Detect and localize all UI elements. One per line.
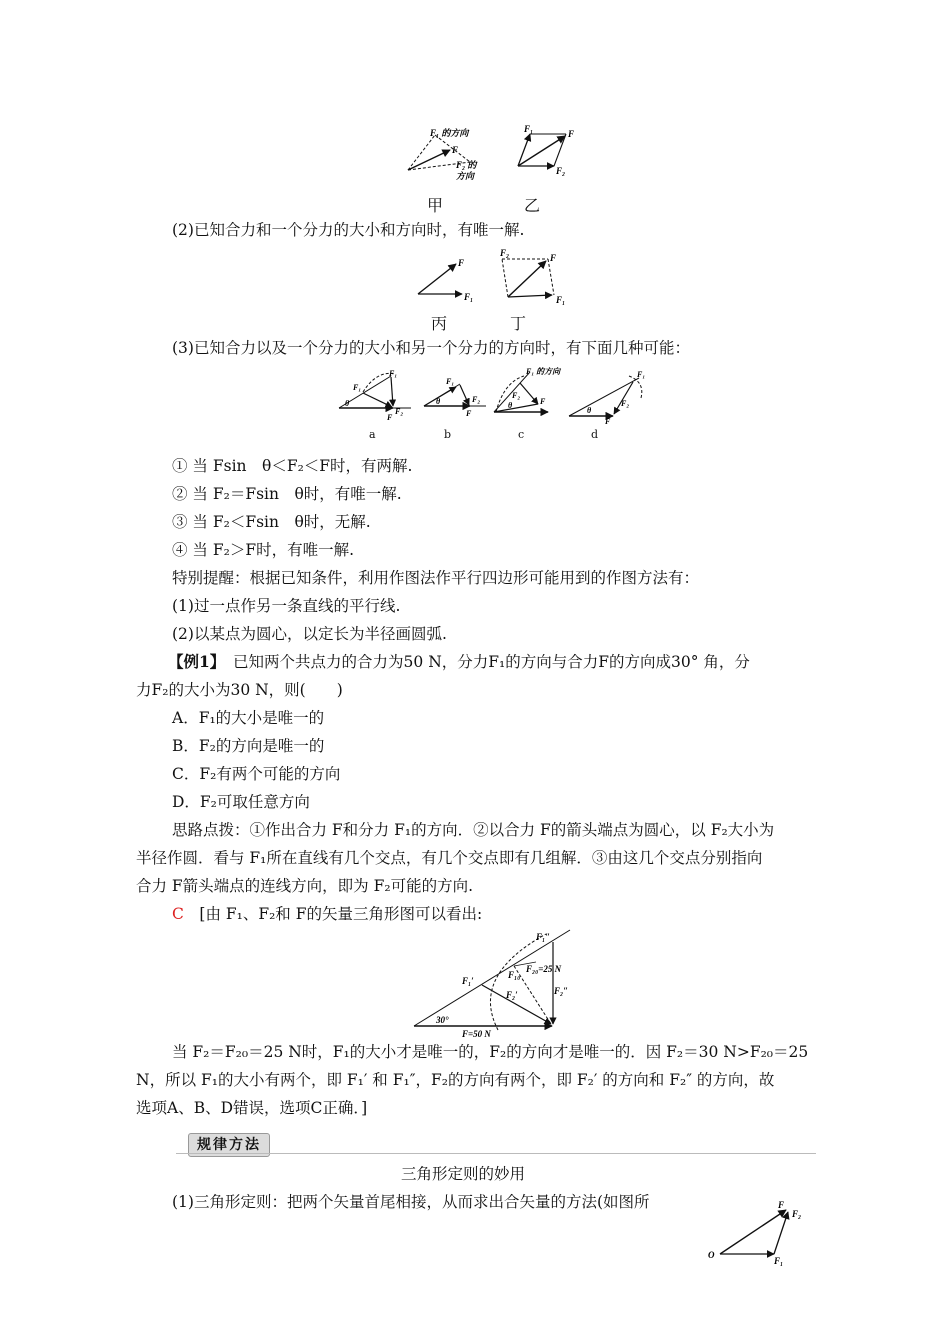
F20-label: F₂₀=25 N [526,964,562,974]
tip-line: (1)过一点作另一条直线的平行线. [172,597,401,615]
condition-line: ④ 当 F₂＞F时，有唯一解. [172,541,355,559]
F-label: F [540,397,546,406]
option-a: A．F₁的大小是唯一的 [172,709,325,727]
F-label: F [452,145,459,155]
paragraph-line: (2)已知合力和一个分力的大小和方向时，有唯一解. [172,221,525,239]
rule-line: (1)三角形定则：把两个矢量首尾相接，从而求出合矢量的方法(如图所 [172,1193,650,1211]
F2p-label: F₂′ [506,990,518,1000]
f2-direction-label: F₂ 的 [456,160,477,170]
caption-b: b [444,428,452,441]
F-label: F [458,258,465,268]
example-line [168,652,750,672]
F-label: F [605,417,611,424]
example-text: 已知两个共点力的合力为50 N，分力F₁的方向与合力F的方向成30° 角，分 [217,653,750,671]
f1-direction-label: F₁ 的方向 [526,367,561,376]
F1pp-label: F₁″ [536,932,551,942]
divider [176,1153,816,1154]
F2-label: F₂ [621,399,630,408]
answer-letter: C [172,905,184,923]
caption-ding: 丁 [510,314,527,333]
caption-jia: 甲 [427,196,444,215]
O-label: O [708,1250,715,1260]
figure-ding [492,247,572,305]
theta-label: θ [436,397,441,406]
F1-label: F₁ [464,292,474,302]
F-label: F [550,253,557,263]
F1-label: F₁ [556,295,566,305]
example-tag: 【例1】 [168,652,218,671]
condition-line: ② 当 F₂＝Fsin θ时，有唯一解. [172,485,402,503]
F-label: F [466,409,472,418]
F10-label: F₁₀ [508,970,521,980]
tip-line: 特别提醒：根据已知条件，利用作图法作平行四边形可能用到的作图方法有： [172,569,700,587]
theta-label: θ [587,406,592,415]
answer-text: [由 F₁、F₂和 F的矢量三角形图可以看出: [199,905,483,923]
example-vector-figure [410,926,580,1038]
f1-direction-label: F₁ 的方向 [430,128,469,138]
condition-line: ③ 当 F₂＜Fsin θ时，无解. [172,513,371,531]
F1p-label: F₁′ [462,976,474,986]
f2-direction-label-2: 方向 [456,171,475,181]
solution-line: 选项A、B、D错误，选项C正确．] [136,1099,368,1117]
F1-label: F₁ [637,370,646,379]
figure-bing [412,252,482,302]
caption-d: d [591,428,599,441]
F2-label: F₂ [500,248,510,258]
F2pp-label: F₂″ [554,986,569,996]
F1-label: F₁ [446,377,455,386]
caption-yi: 乙 [524,196,541,215]
F50-label: F=50 N [462,1029,491,1038]
F-label: F [387,413,393,420]
hint-line: 合力 F箭头端点的连线方向，即为 F₂可能的方向. [136,877,474,895]
angle-label: 30° [436,1015,449,1025]
triangle-rule-figure [704,1196,814,1266]
F-label: F [778,1200,785,1210]
theta-label: θ [508,401,513,410]
hint-line: 思路点拨：①作出合力 F和分力 F₁的方向．②以合力 F的箭头端点为圆心，以 F₂大小为 [172,821,775,839]
figure-b [420,372,490,418]
caption-c: c [518,428,525,441]
F2-label: F₂ [512,391,521,400]
example-line: 力F₂的大小为30 N，则( ) [136,681,343,699]
option-d: D．F₂可取任意方向 [172,793,310,811]
F2-label: F₂ [556,166,566,176]
tip-line: (2)以某点为圆心，以定长为半径画圆弧. [172,625,447,643]
F1-label: F₁ [353,383,362,392]
condition-line: ① 当 Fsin θ＜F₂＜F时，有两解. [172,457,413,475]
solution-line: N，所以 F₁的大小有两个，即 F₁′ 和 F₁″，F₂的方向有两个，即 F₂′ 的方向和 F₂″ 的方向，故 [136,1071,775,1089]
caption-a: a [369,428,376,441]
caption-bing: 丙 [431,314,448,333]
figure-d [565,366,655,424]
F1-label: F₁ [524,124,534,134]
answer-line [172,904,482,924]
section-title: 三角形定则的妙用 [401,1165,526,1183]
F-label: F [568,129,575,139]
figure-jia [400,120,500,182]
F2-label: F₂ [792,1209,802,1219]
hint-line: 半径作圆．看与 F₁所在直线有几个交点，有几个交点即有几组解．③由这几个交点分别指向 [136,849,763,867]
F2-label: F₂ [472,395,481,404]
solution-line: 当 F₂＝F₂₀＝25 N时，F₁的大小才是唯一的，F₂的方向才是唯一的．因 F₂＝30 N>F₂₀＝25 [172,1043,809,1061]
option-c: C．F₂有两个可能的方向 [172,765,341,783]
F1-label: F₁ [774,1256,784,1266]
figure-a [335,368,415,420]
method-badge: 规律方法 [188,1133,270,1157]
figure-yi [510,122,580,178]
theta-label: θ [345,399,350,408]
paragraph-line: (3)已知合力以及一个分力的大小和另一个分力的方向时，有下面几种可能： [172,339,690,357]
option-b: B．F₂的方向是唯一的 [172,737,325,755]
F2-label: F₂ [395,407,404,416]
F1-label: F₁ [389,369,398,378]
